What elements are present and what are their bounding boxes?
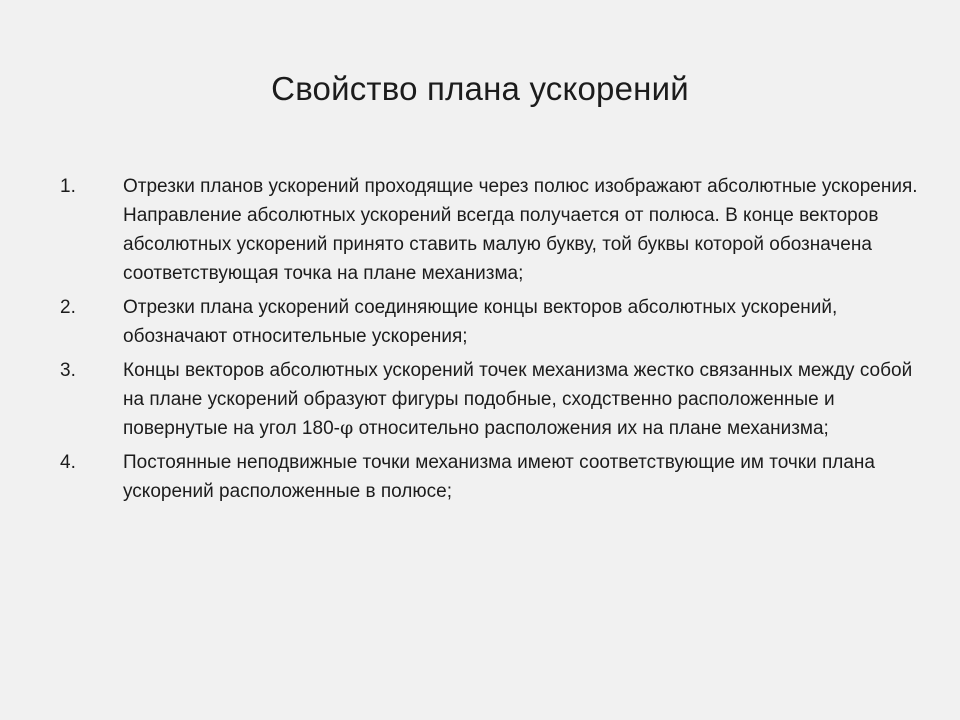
list-item [60,293,920,351]
list-item [60,172,920,288]
item-text: Отрезки плана ускорений соединяющие концы векторов абсолютных ускорений, обозначают относительные ускорения; [123,297,838,347]
item-text-continued: относительно расположения их на плане механизма; [358,418,829,439]
list-item [60,448,920,506]
property-list [60,172,920,511]
phi-symbol: φ [339,417,354,439]
item-text: Постоянные неподвижные точки механизма имеют соответствующие им точки плана ускорений расположенные в полюсе; [123,452,875,502]
list-item [60,356,920,443]
item-number: 4. [60,452,76,473]
item-text: Концы векторов абсолютных ускорений точек механизма жестко связанных между собой на плане ускорений образуют фигуры подобные, сходственно расположенные и повернутые на угол 180- [123,360,913,439]
item-number: 1. [60,176,76,197]
item-number: 2. [60,297,76,318]
item-number: 3. [60,360,76,381]
item-text: Отрезки планов ускорений проходящие через полюс изображают абсолютные ускорения. Направление абсолютных ускорений всегда получается от полюса. В конце векторов абсолютных ускорений принято ставить малую букву, той буквы которой обозначена соответствующая точка на плане механизма; [123,176,918,284]
slide-title: Свойство плана ускорений [271,70,689,107]
